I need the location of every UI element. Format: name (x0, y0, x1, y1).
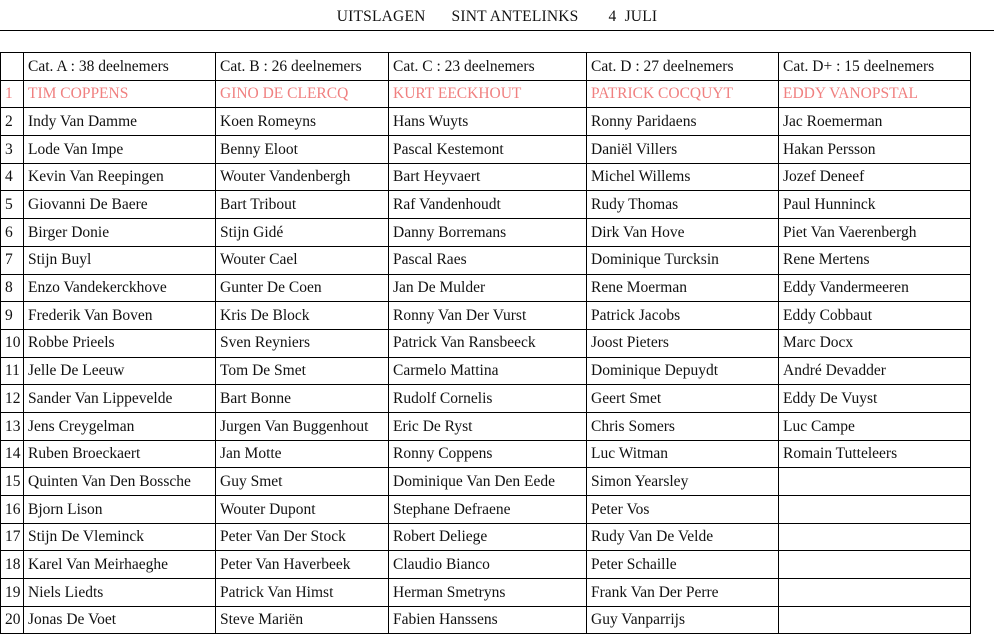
participant-cell-a: Stijn De Vleminck (24, 523, 216, 551)
category-header-c: Cat. C : 23 deelnemers (389, 53, 587, 81)
participant-cell-d: PATRICK COCQUYT (587, 80, 779, 108)
participant-cell-c: Eric De Ryst (389, 412, 587, 440)
participant-cell-a: Birger Donie (24, 219, 216, 247)
table-row (1, 329, 971, 357)
place-number: 10 (1, 329, 24, 357)
participant-cell-b: Gunter De Coen (216, 274, 389, 302)
participant-cell-a: Indy Van Damme (24, 108, 216, 136)
participant-cell-b: Wouter Dupont (216, 496, 389, 524)
participant-cell-c: Carmelo Mattina (389, 357, 587, 385)
participant-cell-d-plus (779, 523, 971, 551)
participant-cell-d-plus: EDDY VANOPSTAL (779, 80, 971, 108)
participant-cell-a: Enzo Vandekerckhove (24, 274, 216, 302)
participant-cell-d-plus (779, 496, 971, 524)
participant-cell-c: Fabien Hanssens (389, 606, 587, 634)
category-header-row (1, 53, 971, 81)
place-number: 3 (1, 136, 24, 164)
table-row (1, 412, 971, 440)
table-row (1, 274, 971, 302)
participant-cell-b: Sven Reyniers (216, 329, 389, 357)
participant-cell-c: Ronny Coppens (389, 440, 587, 468)
participant-cell-a: Frederik Van Boven (24, 302, 216, 330)
place-number: 12 (1, 385, 24, 413)
winner-row (1, 80, 971, 108)
results-table-body (1, 53, 971, 634)
participant-cell-b: Koen Romeyns (216, 108, 389, 136)
participant-cell-c: Bart Heyvaert (389, 163, 587, 191)
participant-cell-d: Luc Witman (587, 440, 779, 468)
participant-cell-d-plus (779, 579, 971, 607)
category-header-d: Cat. D : 27 deelnemers (587, 53, 779, 81)
results-table (0, 52, 971, 634)
participant-cell-a: Bjorn Lison (24, 496, 216, 524)
participant-cell-b: Guy Smet (216, 468, 389, 496)
category-header-b: Cat. B : 26 deelnemers (216, 53, 389, 81)
participant-cell-d-plus: Marc Docx (779, 329, 971, 357)
table-row (1, 579, 971, 607)
participant-cell-d: Chris Somers (587, 412, 779, 440)
place-number: 6 (1, 219, 24, 247)
participant-cell-d: Simon Yearsley (587, 468, 779, 496)
participant-cell-b: Tom De Smet (216, 357, 389, 385)
participant-cell-c: Danny Borremans (389, 219, 587, 247)
participant-cell-c: Raf Vandenhoudt (389, 191, 587, 219)
place-number: 17 (1, 523, 24, 551)
table-row (1, 551, 971, 579)
participant-cell-d-plus (779, 551, 971, 579)
participant-cell-d: Dirk Van Hove (587, 219, 779, 247)
participant-cell-b: Wouter Cael (216, 246, 389, 274)
table-row (1, 468, 971, 496)
participant-cell-d: Guy Vanparrijs (587, 606, 779, 634)
place-number: 7 (1, 246, 24, 274)
participant-cell-b: Peter Van Der Stock (216, 523, 389, 551)
participant-cell-a: TIM COPPENS (24, 80, 216, 108)
table-row (1, 302, 971, 330)
table-row (1, 108, 971, 136)
participant-cell-b: Stijn Gidé (216, 219, 389, 247)
participant-cell-a: Robbe Prieels (24, 329, 216, 357)
participant-cell-a: Ruben Broeckaert (24, 440, 216, 468)
participant-cell-c: Stephane Defraene (389, 496, 587, 524)
participant-cell-d: Dominique Depuydt (587, 357, 779, 385)
table-row (1, 163, 971, 191)
place-number: 9 (1, 302, 24, 330)
place-number: 8 (1, 274, 24, 302)
table-row (1, 606, 971, 634)
place-number: 13 (1, 412, 24, 440)
participant-cell-a: Quinten Van Den Bossche (24, 468, 216, 496)
participant-cell-b: Peter Van Haverbeek (216, 551, 389, 579)
participant-cell-b: Wouter Vandenbergh (216, 163, 389, 191)
participant-cell-c: Claudio Bianco (389, 551, 587, 579)
participant-cell-d: Daniël Villers (587, 136, 779, 164)
participant-cell-d-plus: Paul Hunninck (779, 191, 971, 219)
participant-cell-c: Dominique Van Den Eede (389, 468, 587, 496)
participant-cell-b: Kris De Block (216, 302, 389, 330)
participant-cell-c: Robert Deliege (389, 523, 587, 551)
participant-cell-c: Ronny Van Der Vurst (389, 302, 587, 330)
participant-cell-d: Rudy Thomas (587, 191, 779, 219)
place-number: 4 (1, 163, 24, 191)
category-header-a: Cat. A : 38 deelnemers (24, 53, 216, 81)
place-number: 19 (1, 579, 24, 607)
participant-cell-a: Giovanni De Baere (24, 191, 216, 219)
participant-cell-d-plus (779, 468, 971, 496)
place-number: 11 (1, 357, 24, 385)
participant-cell-d-plus: Jac Roemerman (779, 108, 971, 136)
participant-cell-a: Jelle De Leeuw (24, 357, 216, 385)
participant-cell-b: Jan Motte (216, 440, 389, 468)
participant-cell-a: Jens Creygelman (24, 412, 216, 440)
participant-cell-b: Patrick Van Himst (216, 579, 389, 607)
participant-cell-d: Geert Smet (587, 385, 779, 413)
page-header (0, 0, 994, 31)
participant-cell-c: KURT EECKHOUT (389, 80, 587, 108)
participant-cell-d-plus: Rene Mertens (779, 246, 971, 274)
table-row (1, 246, 971, 274)
participant-cell-c: Herman Smetryns (389, 579, 587, 607)
participant-cell-d-plus: Eddy De Vuyst (779, 385, 971, 413)
place-number: 14 (1, 440, 24, 468)
participant-cell-c: Rudolf Cornelis (389, 385, 587, 413)
participant-cell-d: Peter Schaille (587, 551, 779, 579)
place-number: 20 (1, 606, 24, 634)
page-title (0, 8, 994, 26)
table-row (1, 440, 971, 468)
participant-cell-d: Ronny Paridaens (587, 108, 779, 136)
participant-cell-d-plus: Eddy Cobbaut (779, 302, 971, 330)
participant-cell-a: Stijn Buyl (24, 246, 216, 274)
participant-cell-b: Steve Mariën (216, 606, 389, 634)
table-row (1, 496, 971, 524)
place-header-cell (1, 53, 24, 81)
participant-cell-c: Hans Wuyts (389, 108, 587, 136)
participant-cell-a: Kevin Van Reepingen (24, 163, 216, 191)
participant-cell-d: Dominique Turcksin (587, 246, 779, 274)
table-row (1, 523, 971, 551)
participant-cell-c: Pascal Raes (389, 246, 587, 274)
place-number: 1 (1, 80, 24, 108)
title-date: 4 JULI (608, 8, 658, 25)
participant-cell-d-plus: Romain Tutteleers (779, 440, 971, 468)
participant-cell-a: Sander Van Lippevelde (24, 385, 216, 413)
participant-cell-d: Rene Moerman (587, 274, 779, 302)
participant-cell-d: Michel Willems (587, 163, 779, 191)
place-number: 16 (1, 496, 24, 524)
participant-cell-d-plus: Piet Van Vaerenbergh (779, 219, 971, 247)
participant-cell-d-plus: Jozef Deneef (779, 163, 971, 191)
table-row (1, 385, 971, 413)
table-row (1, 219, 971, 247)
place-number: 5 (1, 191, 24, 219)
participant-cell-b: Jurgen Van Buggenhout (216, 412, 389, 440)
participant-cell-a: Lode Van Impe (24, 136, 216, 164)
place-number: 2 (1, 108, 24, 136)
participant-cell-a: Niels Liedts (24, 579, 216, 607)
participant-cell-c: Jan De Mulder (389, 274, 587, 302)
participant-cell-d: Patrick Jacobs (587, 302, 779, 330)
participant-cell-d-plus: Eddy Vandermeeren (779, 274, 971, 302)
title-results: UITSLAGEN (336, 8, 426, 25)
place-number: 15 (1, 468, 24, 496)
participant-cell-d-plus: André Devadder (779, 357, 971, 385)
table-row (1, 357, 971, 385)
participant-cell-b: GINO DE CLERCQ (216, 80, 389, 108)
table-row (1, 136, 971, 164)
participant-cell-c: Pascal Kestemont (389, 136, 587, 164)
participant-cell-b: Bart Bonne (216, 385, 389, 413)
place-number: 18 (1, 551, 24, 579)
participant-cell-d: Frank Van Der Perre (587, 579, 779, 607)
participant-cell-d: Rudy Van De Velde (587, 523, 779, 551)
title-location: SINT ANTELINKS (451, 8, 579, 25)
category-header-d-plus: Cat. D+ : 15 deelnemers (779, 53, 971, 81)
table-row (1, 191, 971, 219)
participant-cell-a: Jonas De Voet (24, 606, 216, 634)
participant-cell-b: Bart Tribout (216, 191, 389, 219)
participant-cell-d-plus: Luc Campe (779, 412, 971, 440)
participant-cell-d: Peter Vos (587, 496, 779, 524)
participant-cell-d: Joost Pieters (587, 329, 779, 357)
participant-cell-c: Patrick Van Ransbeeck (389, 329, 587, 357)
participant-cell-d-plus: Hakan Persson (779, 136, 971, 164)
participant-cell-d-plus (779, 606, 971, 634)
participant-cell-b: Benny Eloot (216, 136, 389, 164)
participant-cell-a: Karel Van Meirhaeghe (24, 551, 216, 579)
